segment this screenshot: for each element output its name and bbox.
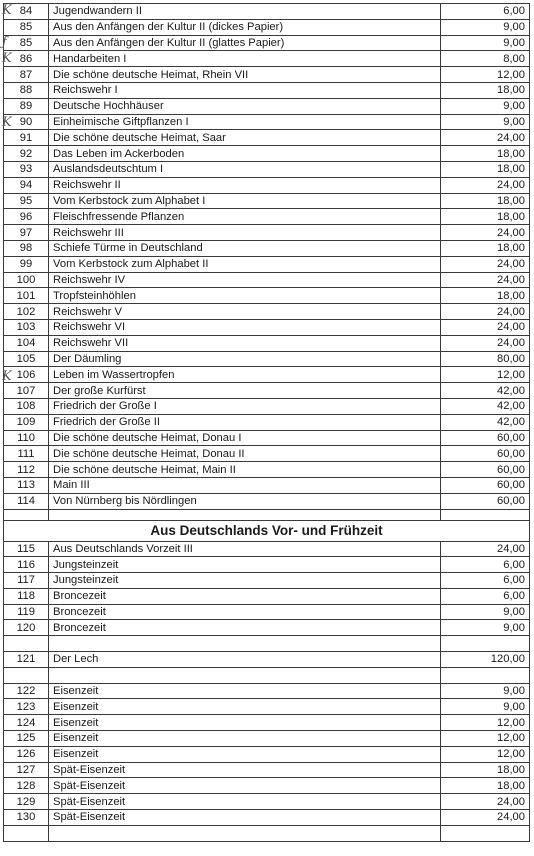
empty-cell (4, 636, 49, 652)
item-title: Spät-Eisenzeit (49, 794, 441, 810)
item-price: 18,00 (441, 146, 530, 162)
item-title: Reichswehr II (49, 177, 441, 193)
item-title: Spät-Eisenzeit (49, 810, 441, 826)
item-number: 95 (4, 193, 49, 209)
spacer-row (4, 667, 530, 683)
table-row (4, 67, 530, 83)
item-price: 60,00 (441, 430, 530, 446)
handwritten-check-mark-icon: K (2, 3, 12, 18)
table-row (4, 762, 530, 778)
item-price: 24,00 (441, 272, 530, 288)
item-number: 108 (4, 398, 49, 414)
table-row (4, 177, 530, 193)
table-row (4, 557, 530, 573)
item-number: 116 (4, 557, 49, 573)
item-title: Reichswehr I (49, 82, 441, 98)
item-title: Aus den Anfängen der Kultur II (glattes Papier) (49, 35, 441, 51)
item-price: 18,00 (441, 82, 530, 98)
empty-cell (4, 509, 49, 520)
table-row (4, 240, 530, 256)
item-title: Friedrich der Große II (49, 414, 441, 430)
item-title: Vom Kerbstock zum Alphabet I (49, 193, 441, 209)
item-number: 86 (4, 51, 49, 67)
item-price: 24,00 (441, 304, 530, 320)
item-price: 9,00 (441, 604, 530, 620)
section-title: Aus Deutschlands Vor- und Frühzeit (4, 520, 530, 541)
table-row (4, 209, 530, 225)
table-row (4, 51, 530, 67)
item-price: 24,00 (441, 225, 530, 241)
item-number: 128 (4, 778, 49, 794)
item-price: 9,00 (441, 699, 530, 715)
item-number: 124 (4, 715, 49, 731)
table-row (4, 493, 530, 509)
table-row (4, 161, 530, 177)
item-title: Eisenzeit (49, 746, 441, 762)
item-title: Einheimische Giftpflanzen I (49, 114, 441, 130)
item-title: Schiefe Türme in Deutschland (49, 240, 441, 256)
item-title: Spät-Eisenzeit (49, 762, 441, 778)
item-title: Auslandsdeutschtum I (49, 161, 441, 177)
table-row (4, 193, 530, 209)
table-row (4, 573, 530, 589)
item-title: Spät-Eisenzeit (49, 778, 441, 794)
item-price: 12,00 (441, 367, 530, 383)
item-price: 18,00 (441, 762, 530, 778)
item-number: 90 (4, 114, 49, 130)
table-row (4, 304, 530, 320)
table-row (4, 35, 530, 51)
item-number: 99 (4, 256, 49, 272)
item-number: 89 (4, 98, 49, 114)
table-row (4, 652, 530, 668)
item-title: Die schöne deutsche Heimat, Donau II (49, 446, 441, 462)
item-price: 18,00 (441, 778, 530, 794)
item-number: 102 (4, 304, 49, 320)
spacer-row (4, 509, 530, 520)
item-price: 6,00 (441, 588, 530, 604)
item-title: Handarbeiten I (49, 51, 441, 67)
item-price: 24,00 (441, 319, 530, 335)
item-number: 118 (4, 588, 49, 604)
table-row (4, 604, 530, 620)
table-row (4, 746, 530, 762)
item-price: 18,00 (441, 240, 530, 256)
item-number: 122 (4, 683, 49, 699)
item-number: 93 (4, 161, 49, 177)
empty-cell (441, 509, 530, 520)
item-number: 92 (4, 146, 49, 162)
item-price: 12,00 (441, 67, 530, 83)
item-title: Broncezeit (49, 620, 441, 636)
table-row (4, 383, 530, 399)
item-price: 24,00 (441, 541, 530, 557)
item-price: 9,00 (441, 98, 530, 114)
item-price: 9,00 (441, 114, 530, 130)
item-title: Das Leben im Ackerboden (49, 146, 441, 162)
item-title: Broncezeit (49, 588, 441, 604)
item-price: 18,00 (441, 288, 530, 304)
item-price: 24,00 (441, 256, 530, 272)
item-price: 9,00 (441, 620, 530, 636)
item-price: 6,00 (441, 4, 530, 20)
item-number: 123 (4, 699, 49, 715)
item-title: Aus den Anfängen der Kultur II (dickes Papier) (49, 19, 441, 35)
item-number: 107 (4, 383, 49, 399)
item-number: 119 (4, 604, 49, 620)
item-number: 114 (4, 493, 49, 509)
item-number: 98 (4, 240, 49, 256)
item-price: 6,00 (441, 557, 530, 573)
item-title: Tropfsteinhöhlen (49, 288, 441, 304)
table-row (4, 272, 530, 288)
empty-cell (441, 636, 530, 652)
empty-cell (441, 825, 530, 841)
item-number: 120 (4, 620, 49, 636)
item-price: 24,00 (441, 177, 530, 193)
item-number: 113 (4, 477, 49, 493)
item-price: 12,00 (441, 715, 530, 731)
item-price: 60,00 (441, 462, 530, 478)
table-row (4, 620, 530, 636)
table-row (4, 19, 530, 35)
handwritten-check-mark-icon: K (2, 51, 12, 66)
item-title: Eisenzeit (49, 731, 441, 747)
table-row (4, 588, 530, 604)
table-row (4, 288, 530, 304)
item-number: 84 (4, 4, 49, 20)
empty-cell (4, 825, 49, 841)
item-price: 18,00 (441, 161, 530, 177)
table-row (4, 462, 530, 478)
item-title: Die schöne deutsche Heimat, Rhein VII (49, 67, 441, 83)
item-title: Eisenzeit (49, 683, 441, 699)
item-title: Von Nürnberg bis Nördlingen (49, 493, 441, 509)
spacer-row (4, 636, 530, 652)
item-title: Der große Kurfürst (49, 383, 441, 399)
item-number: 103 (4, 319, 49, 335)
item-number: 129 (4, 794, 49, 810)
empty-cell (4, 667, 49, 683)
handwritten-check-mark-icon: K (2, 115, 12, 130)
catalog-table-body (4, 4, 530, 842)
item-number: 126 (4, 746, 49, 762)
item-number: 91 (4, 130, 49, 146)
item-title: Die schöne deutsche Heimat, Main II (49, 462, 441, 478)
item-number: 101 (4, 288, 49, 304)
table-row (4, 367, 530, 383)
item-title: Eisenzeit (49, 715, 441, 731)
item-price: 9,00 (441, 683, 530, 699)
item-number: 130 (4, 810, 49, 826)
table-row (4, 351, 530, 367)
item-title: Main III (49, 477, 441, 493)
item-title: Die schöne deutsche Heimat, Donau I (49, 430, 441, 446)
item-price: 6,00 (441, 573, 530, 589)
item-title: Jungsteinzeit (49, 573, 441, 589)
table-row (4, 256, 530, 272)
item-number: 85 (4, 35, 49, 51)
table-row (4, 319, 530, 335)
item-number: 87 (4, 67, 49, 83)
item-title: Reichswehr VII (49, 335, 441, 351)
item-price: 60,00 (441, 446, 530, 462)
item-title: Die schöne deutsche Heimat, Saar (49, 130, 441, 146)
item-price: 24,00 (441, 130, 530, 146)
item-title: Reichswehr VI (49, 319, 441, 335)
item-price: 8,00 (441, 51, 530, 67)
table-row (4, 778, 530, 794)
table-row (4, 225, 530, 241)
item-number: 109 (4, 414, 49, 430)
item-number: 117 (4, 573, 49, 589)
item-title: Vom Kerbstock zum Alphabet II (49, 256, 441, 272)
item-price: 24,00 (441, 794, 530, 810)
spacer-row (4, 825, 530, 841)
item-number: 111 (4, 446, 49, 462)
item-title: Jungsteinzeit (49, 557, 441, 573)
item-price: 24,00 (441, 810, 530, 826)
item-title: Der Däumling (49, 351, 441, 367)
section-heading-row (4, 520, 530, 541)
item-title: Aus Deutschlands Vorzeit III (49, 541, 441, 557)
item-title: Broncezeit (49, 604, 441, 620)
table-row (4, 82, 530, 98)
item-price: 24,00 (441, 335, 530, 351)
table-row (4, 699, 530, 715)
item-number: 112 (4, 462, 49, 478)
catalog-table (3, 3, 530, 842)
empty-cell (49, 509, 441, 520)
item-title: Eisenzeit (49, 699, 441, 715)
table-row (4, 446, 530, 462)
item-number: 94 (4, 177, 49, 193)
item-price: 9,00 (441, 35, 530, 51)
handwritten-check-mark-icon: K (2, 369, 12, 384)
item-number: 88 (4, 82, 49, 98)
item-price: 18,00 (441, 209, 530, 225)
table-row (4, 477, 530, 493)
item-title: Friedrich der Große I (49, 398, 441, 414)
item-price: 120,00 (441, 652, 530, 668)
item-price: 12,00 (441, 746, 530, 762)
item-number: 121 (4, 652, 49, 668)
item-number: 96 (4, 209, 49, 225)
item-price: 18,00 (441, 193, 530, 209)
empty-cell (49, 636, 441, 652)
table-row (4, 731, 530, 747)
table-row (4, 541, 530, 557)
item-number: 104 (4, 335, 49, 351)
item-number: 97 (4, 225, 49, 241)
item-title: Reichswehr IV (49, 272, 441, 288)
table-row (4, 4, 530, 20)
item-title: Reichswehr III (49, 225, 441, 241)
item-number: 125 (4, 731, 49, 747)
item-title: Der Lech (49, 652, 441, 668)
item-price: 42,00 (441, 398, 530, 414)
table-row (4, 794, 530, 810)
item-title: Reichswehr V (49, 304, 441, 320)
item-price: 60,00 (441, 477, 530, 493)
item-title: Fleischfressende Pflanzen (49, 209, 441, 225)
item-number: 106 (4, 367, 49, 383)
item-price: 60,00 (441, 493, 530, 509)
item-number: 100 (4, 272, 49, 288)
table-row (4, 98, 530, 114)
handwritten-check-mark-icon: ƒ (2, 35, 7, 50)
table-row (4, 810, 530, 826)
table-row (4, 683, 530, 699)
item-title: Deutsche Hochhäuser (49, 98, 441, 114)
table-row (4, 715, 530, 731)
item-title: Leben im Wassertropfen (49, 367, 441, 383)
item-price: 80,00 (441, 351, 530, 367)
table-row (4, 146, 530, 162)
item-price: 42,00 (441, 383, 530, 399)
table-row (4, 398, 530, 414)
empty-cell (441, 667, 530, 683)
empty-cell (49, 825, 441, 841)
table-row (4, 430, 530, 446)
item-number: 105 (4, 351, 49, 367)
table-row (4, 335, 530, 351)
table-row (4, 114, 530, 130)
item-number: 85 (4, 19, 49, 35)
item-number: 127 (4, 762, 49, 778)
item-title: Jugendwandern II (49, 4, 441, 20)
item-price: 12,00 (441, 731, 530, 747)
item-price: 42,00 (441, 414, 530, 430)
table-row (4, 130, 530, 146)
empty-cell (49, 667, 441, 683)
item-price: 9,00 (441, 19, 530, 35)
table-row (4, 414, 530, 430)
item-number: 110 (4, 430, 49, 446)
item-number: 115 (4, 541, 49, 557)
